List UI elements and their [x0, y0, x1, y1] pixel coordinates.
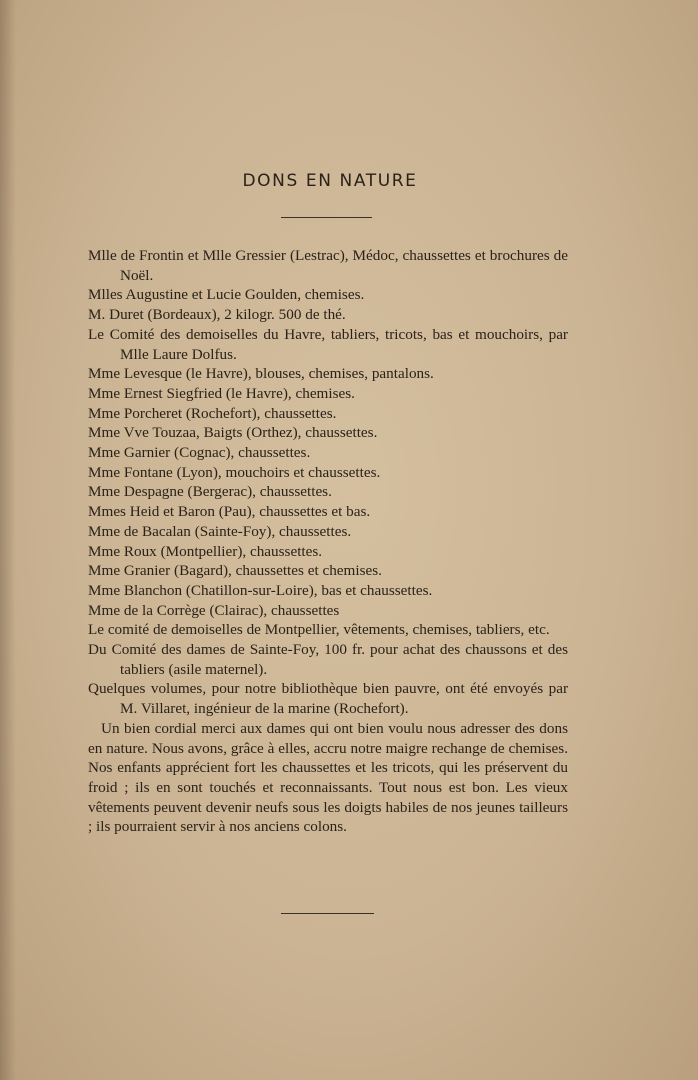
donation-entry: Le comité de demoiselles de Montpellier, vêtements, chemises, tabliers, etc.: [88, 621, 550, 639]
title-rule: [281, 217, 372, 218]
donation-entry: Mmes Heid et Baron (Pau), chaussettes et bas.: [88, 503, 371, 521]
donation-entry: Quelques volumes, pour notre bibliothèque bien pauvre, ont été envoyés par M. Villaret, ingénieur de la marine (Rochefort).: [88, 680, 568, 718]
donation-entry: Mlle de Frontin et Mlle Gressier (Lestrac), Médoc, chaussettes et brochures de Noël.: [88, 247, 568, 284]
donation-entry: Mme Granier (Bagard), chaussettes et chemises.: [88, 562, 382, 580]
page-title: DONS EN NATURE: [242, 171, 418, 191]
donation-entry: M. Duret (Bordeaux), 2 kilogr. 500 de thé.: [88, 306, 346, 324]
donation-entry: Mme Blanchon (Chatillon-sur-Loire), bas et chaussettes.: [88, 581, 433, 599]
donation-entry: Mme de Bacalan (Sainte-Foy), chaussettes.: [88, 522, 352, 540]
donation-entry: Du Comité des dames de Sainte-Foy, 100 fr. pour achat des chaussons et des tabliers (asile maternel).: [88, 641, 568, 678]
donation-entry: Mme Levesque (le Havre), blouses, chemises, pantalons.: [88, 365, 434, 383]
donation-entry: Mme Vve Touzaa, Baigts (Orthez), chaussettes.: [88, 424, 378, 442]
closing-paragraph: Un bien cordial merci aux dames qui ont bien voulu nous adresser des dons en nature. Nous avons, grâce à elles, accru notre maigre rechange de chemises. Nos enfants apprécient fort les chaussettes et les tricots, qui les préservent du froid ; ils en sont touchés et reconnaissants. Tout nous est bon. Les vieux vêtements peuvent devenir neufs sous les doigts habiles de nos jeunes tailleurs ; ils pourraient servir à nos anciens colons.: [88, 719, 568, 836]
donation-entry: Mme Roux (Montpellier), chaussettes.: [88, 542, 323, 560]
donation-entry: Mme Despagne (Bergerac), chaussettes.: [88, 483, 332, 501]
donation-entry: Mme de la Corrège (Clairac), chaussettes: [88, 601, 340, 619]
donation-entry: Mme Ernest Siegfried (le Havre), chemises.: [88, 384, 355, 402]
donation-entry: Mme Porcheret (Rochefort), chaussettes.: [88, 404, 337, 422]
donation-entry: Mlles Augustine et Lucie Goulden, chemises.: [88, 286, 365, 304]
donation-entry: Mme Fontane (Lyon), mouchoirs et chaussettes.: [88, 463, 381, 481]
donation-entry: Le Comité des demoiselles du Havre, tabliers, tricots, bas et mouchoirs, par Mlle Laure Dolfus.: [88, 325, 568, 363]
donation-list: [88, 246, 568, 837]
end-rule: [281, 913, 374, 914]
donation-entry: Mme Garnier (Cognac), chaussettes.: [88, 444, 311, 462]
